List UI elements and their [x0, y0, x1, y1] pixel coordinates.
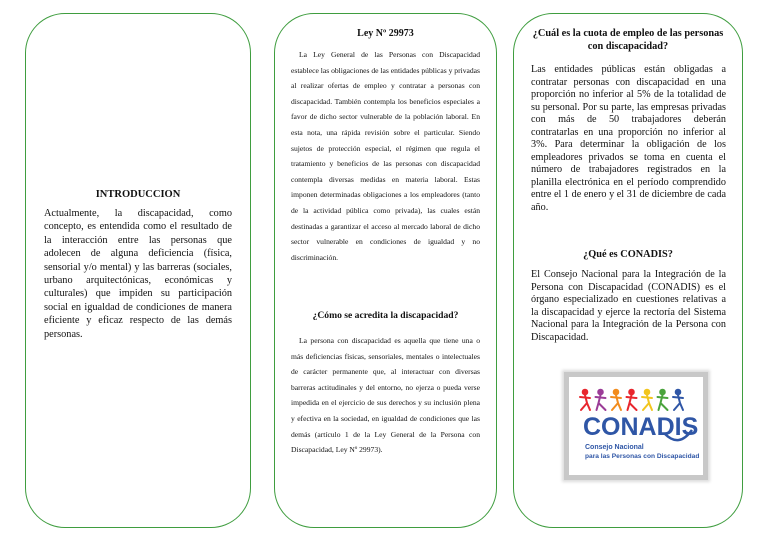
introduccion-text: Actualmente, la discapacidad, como concepto, es entendida como el resultado de la interacción entre las personas que adolecen de alguna deficiencia (física, sensorial y/o mental) y las barreras (sociales, urbano arquitectónicas, económicas y culturales) que impiden su participación social en igualdad de condiciones de manera eficiente y eficaz respecto de las demás personas.	[44, 208, 232, 340]
person-figure-icon	[673, 390, 683, 410]
acredita-heading: ¿Cómo se acredita la discapacidad?	[312, 310, 459, 321]
person-figure-icon	[642, 390, 652, 410]
ley-text: La Ley General de las Personas con Discapacidad establece las obligaciones de las entidades públicas y privadas al realizar ofertas de empleo y contratar a personas con discapacidad. También contempla los beneficios especiales a favor de dicho sector vulnerable de la población laboral. En esta nota, una rápida revisión sobre el particular. Siendo sujetos de protección especial, el régimen que regula el tratamiento y beneficios de las personas con discapacidad contempla diversas medidas en materia laboral. Estas imponen determinadas obligaciones a los empleadores (tanto de la actividad pública como privada), las cuales están destinadas a garantizar el acceso al mercado laboral de dicho sector vulnerable en condiciones de igualdad y no discriminación.	[291, 50, 480, 262]
person-figure-icon	[596, 390, 606, 410]
logo-wordmark: CONADIS	[583, 413, 699, 441]
panel-cuota	[513, 13, 743, 528]
person-figure-icon	[611, 390, 621, 410]
introduccion-heading: INTRODUCCION	[95, 189, 181, 200]
panel-ley	[274, 13, 497, 528]
person-figure-icon	[658, 390, 668, 410]
cuota-text: Las entidades públicas están obligadas a contratar personas con discapacidad en una proporción no inferior al 5% de la totalidad de su personal. Por su parte, las empresas privadas con más de 50 trabajadores deberán contratarlas en una proporción no inferior al 3%. Para determinar la obligación de los empleadores privados se toma en cuenta el número de trabajadores registrados en la planilla electrónica en el período comprendido entre el 1 de enero y el 31 de diciembre de cada año.	[531, 64, 726, 213]
figures-icon	[580, 390, 683, 410]
acredita-text: La persona con discapacidad es aquella que tiene una o más deficiencias físicas, sensoriales, mentales o intelectuales de carácter permanente que, al interactuar con diversas barreras actitudinales y del entorno, no ejerza o pueda verse impedida en el ejercicio de sus derechos y su inclusión plena y efectiva en la sociedad, en igualdad de condiciones que las demás (artículo 1 de la Ley General de la Persona con Discapacidad, Ley Nº 29973).	[291, 336, 480, 455]
conadis-logo-graphic	[569, 377, 703, 475]
ley-heading: Ley Nº 29973	[357, 28, 414, 39]
logo-tagline-2: para las Personas con Discapacidad	[585, 453, 700, 460]
cuota-heading: ¿Cuál es la cuota de empleo de las personas con discapacidad?	[532, 28, 724, 53]
person-figure-icon	[627, 390, 637, 410]
person-figure-icon	[580, 390, 590, 410]
panel-introduccion	[25, 13, 251, 528]
conadis-logo	[564, 372, 708, 480]
conadis-heading: ¿Qué es CONADIS?	[583, 249, 673, 260]
conadis-text: El Consejo Nacional para la Integración de la Persona con Discapacidad (CONADIS) es el órgano especializado en cuestiones relativas a la discapacidad y ejerce la rectoría del Sistema Nacional para la Integración de la Persona con Discapacidad.	[531, 269, 726, 343]
logo-tagline-1: Consejo Nacional	[585, 444, 644, 451]
